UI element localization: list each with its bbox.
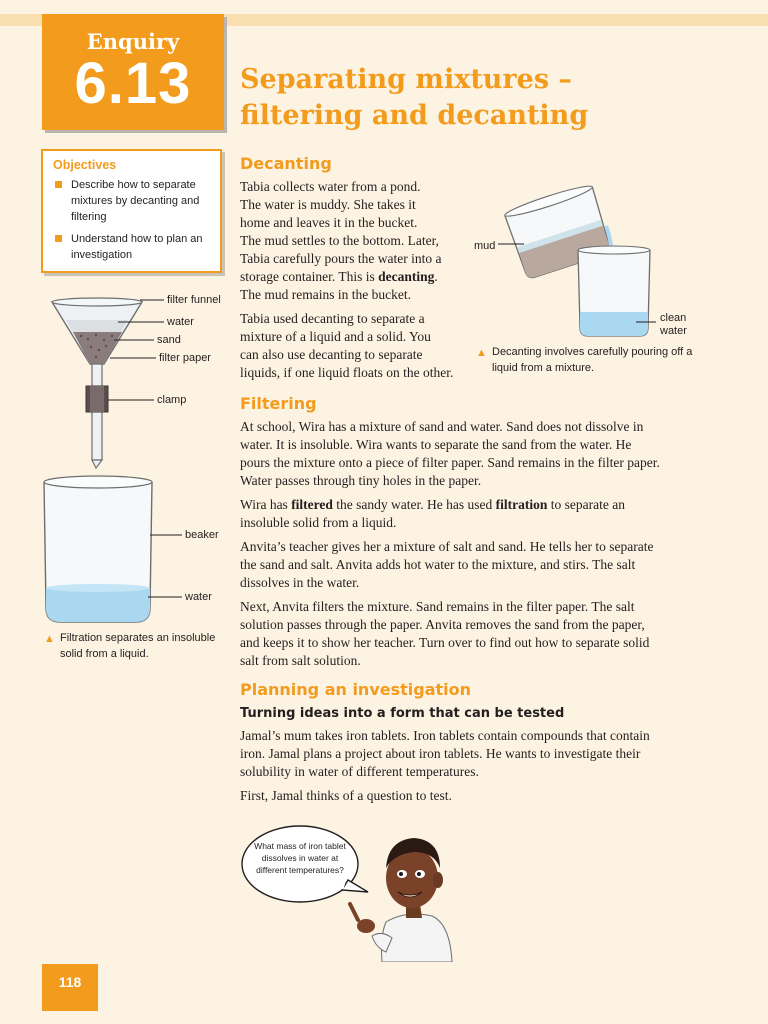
enquiry-word: Enquiry <box>86 29 180 54</box>
arrow-up-icon: ▲ <box>476 347 487 359</box>
filtering-heading: Filtering <box>240 394 317 413</box>
decanting-diagram <box>496 164 656 344</box>
text-line: dissolves in the water. <box>240 575 360 590</box>
page-title <box>240 62 660 134</box>
text-line: Next, Anvita filters the mixture. Sand remains in the filter paper. The salt <box>240 599 635 614</box>
text-line: . <box>434 269 438 284</box>
text-line: water. It is insoluble. Wira wants to separate the sand from the water. He <box>240 437 632 452</box>
label-filter-paper: filter paper <box>159 352 211 364</box>
text-line: solution passes through the paper. Anvita removes the sand from the paper, <box>240 617 645 632</box>
text-line: Tabia used decanting to separate a <box>240 311 425 326</box>
filtration-diagram <box>36 292 226 632</box>
label-filter-funnel: filter funnel <box>167 294 221 306</box>
filtration-caption-line2: solid from a liquid. <box>60 648 149 660</box>
text-line: iron. Jamal plans a project about iron tablets. He wants to investigate their <box>240 746 641 761</box>
text-line: At school, Wira has a mixture of sand and water. Sand does not dissolve in <box>240 419 644 434</box>
text-line: Jamal’s mum takes iron tablets. Iron tablets contain compounds that contain <box>240 728 650 743</box>
filtration-caption <box>44 630 220 662</box>
text-line: home and leaves it in the bucket. <box>240 215 418 230</box>
text-line: can also use decanting to separate <box>240 347 423 362</box>
speech-line: different temperatures? <box>256 865 344 875</box>
planning-subheading: Turning ideas into a form that can be tested <box>240 706 565 721</box>
label-water-beaker: water <box>185 591 212 603</box>
text-line: The mud settles to the bottom. Later, <box>240 233 439 248</box>
label-clamp: clamp <box>157 394 187 406</box>
text-line: and keeps it to show her teacher. Turn over to find out how to separate solid <box>240 635 650 650</box>
text-line: First, Jamal thinks of a question to test. <box>240 788 452 803</box>
speech-line: dissolves in water at <box>261 853 339 863</box>
filtering-text <box>240 418 710 676</box>
text-line: mixture of a liquid and a solid. You <box>240 329 431 344</box>
arrow-up-icon: ▲ <box>44 633 55 645</box>
text-line: Tabia collects water from a pond. <box>240 179 421 194</box>
label-clean: clean <box>660 312 687 324</box>
objectives-heading: Objectives <box>53 158 117 172</box>
text-line: liquids, if one liquid floats on the other. <box>240 365 454 380</box>
decanting-heading: Decanting <box>240 154 332 173</box>
keyword-filtered: filtered <box>291 497 333 512</box>
text-line: Wira has <box>240 497 292 512</box>
text-line: salt from salt solution. <box>240 653 361 668</box>
objective-item: Describe how to separate mixtures by decanting and filtering <box>53 177 212 225</box>
speech-bubble-text <box>250 840 350 876</box>
keyword-decanting: decanting <box>378 269 435 284</box>
label-clean-water: water <box>660 325 687 337</box>
planning-heading: Planning an investigation <box>240 680 472 699</box>
label-mud: mud <box>474 240 496 252</box>
title-line-1: Separating mixtures – <box>240 64 572 95</box>
text-line: Water passes through tiny holes in the paper. <box>240 473 482 488</box>
keyword-filtration: filtration <box>495 497 548 512</box>
label-water-funnel: water <box>167 316 194 328</box>
text-line: to separate an <box>547 497 625 512</box>
text-line: the sandy water. He has used <box>332 497 496 512</box>
text-line: solubility in water of different temperatures. <box>240 764 479 779</box>
decanting-caption-line1: Decanting involves carefully pouring off a <box>492 346 693 358</box>
enquiry-badge <box>42 14 224 130</box>
title-line-2: filtering and decanting <box>240 100 589 131</box>
label-beaker: beaker <box>185 529 219 541</box>
illustration-jamal <box>236 812 466 962</box>
decanting-caption <box>476 344 712 376</box>
filtration-caption-line1: Filtration separates an insoluble <box>60 632 216 644</box>
speech-line: What mass of iron tablet <box>254 841 346 851</box>
objective-item: Understand how to plan an investigation <box>53 231 212 263</box>
text-line: the sand and salt. Anvita adds hot water to the mixture, and stirs. The salt <box>240 557 636 572</box>
text-line: The water is muddy. She takes it <box>240 197 416 212</box>
text-line: insoluble solid from a liquid. <box>240 515 397 530</box>
text-line: Tabia carefully pours the water into a <box>240 251 442 266</box>
text-line: storage container. This is <box>240 269 379 284</box>
label-sand: sand <box>157 334 181 346</box>
page-number: 118 <box>42 964 98 1011</box>
decanting-caption-line2: liquid from a mixture. <box>492 362 595 374</box>
text-line: The mud remains in the bucket. <box>240 287 411 302</box>
text-line: Anvita’s teacher gives her a mixture of salt and sand. He tells her to separate <box>240 539 654 554</box>
enquiry-number: 6.13 <box>74 51 192 116</box>
objectives-box <box>41 149 222 273</box>
text-line: pours the mixture onto a piece of filter paper. Sand remains in the filter paper. <box>240 455 660 470</box>
decanting-text <box>240 178 470 388</box>
planning-text <box>240 727 710 811</box>
